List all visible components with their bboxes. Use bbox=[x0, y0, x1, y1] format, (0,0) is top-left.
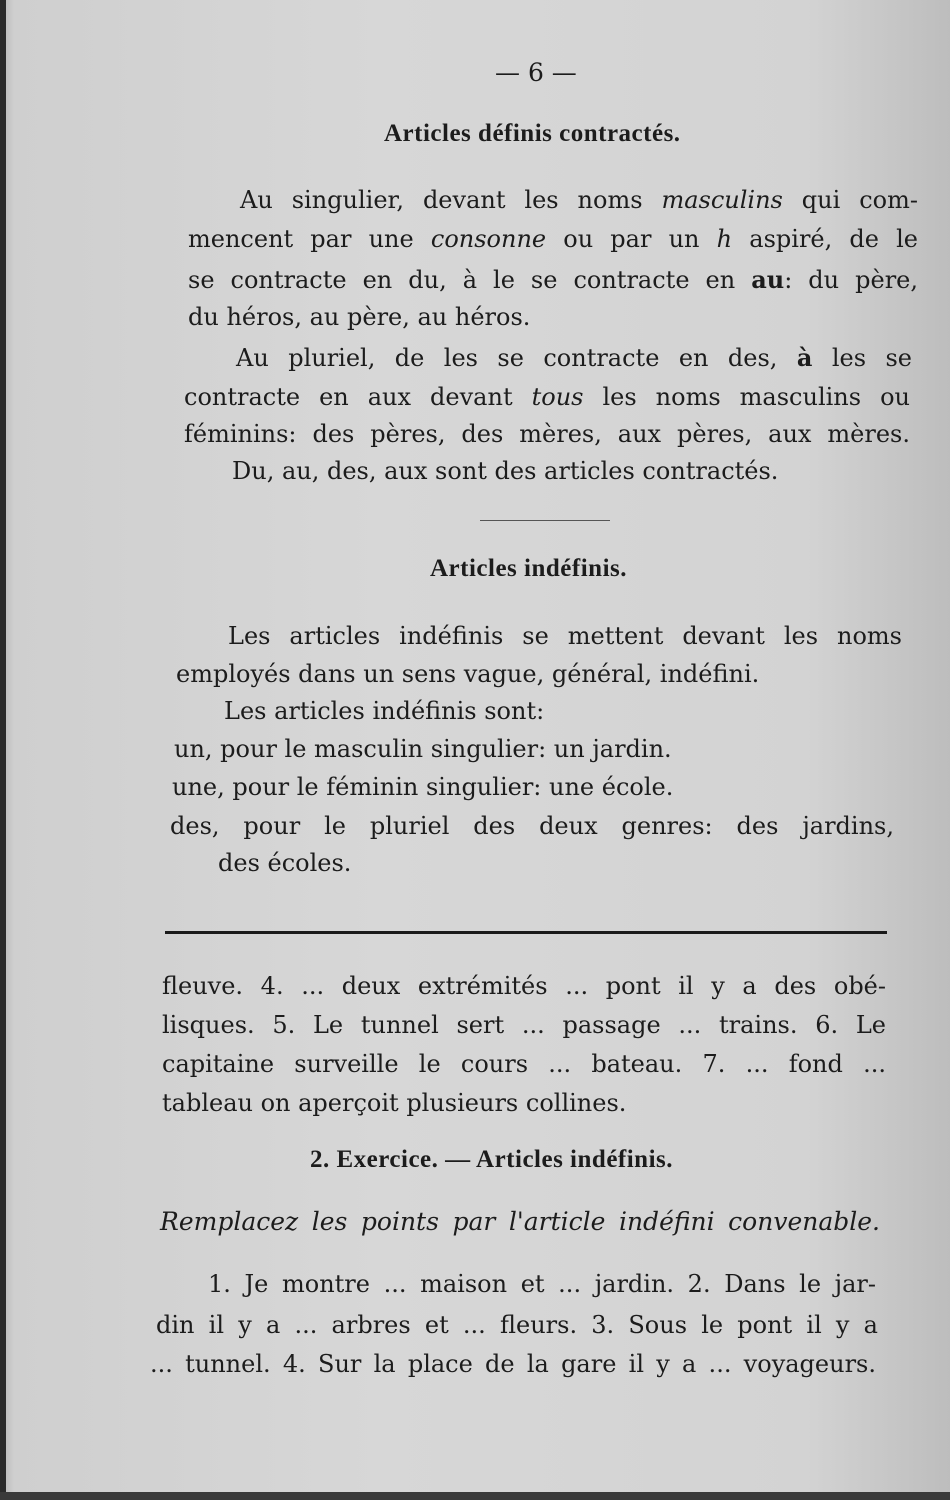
text-line: 1. Je montre ... maison et ... jardin. 2. Dans le jar- bbox=[208, 1270, 876, 1298]
text-span: les noms masculins ou bbox=[583, 383, 910, 411]
footer-divider bbox=[165, 931, 887, 934]
page-bottom-edge bbox=[0, 1492, 950, 1500]
exercise-title: 2. Exercice. — Articles indéfinis. bbox=[310, 1146, 674, 1173]
page-left-edge bbox=[0, 0, 6, 1500]
section-title-definis: Articles définis contractés. bbox=[384, 120, 681, 147]
exercise-instruction: Remplacez les points par l'article indéfini convenable. bbox=[160, 1207, 880, 1236]
text-line: une, pour le féminin singulier: une école. bbox=[172, 773, 674, 801]
text-span: h bbox=[716, 225, 733, 253]
text-span: aspiré, de le bbox=[732, 225, 918, 253]
text-line: lisques. 5. Le tunnel sert ... passage ... trains. 6. Le bbox=[162, 1011, 886, 1039]
text-line: capitaine surveille le cours ... bateau. 7. ... fond ... bbox=[162, 1050, 886, 1078]
text-span: : du père, bbox=[784, 266, 918, 294]
text-line: employés dans un sens vague, général, indéfini. bbox=[176, 660, 760, 688]
text-line bbox=[188, 225, 918, 253]
text-span: ou par un bbox=[546, 225, 717, 253]
text-line: un, pour le masculin singulier: un jardin. bbox=[174, 735, 672, 763]
text-span: Au singulier, devant les noms bbox=[240, 186, 662, 214]
text-line: Du, au, des, aux sont des articles contractés. bbox=[232, 457, 779, 485]
text-line: des écoles. bbox=[218, 849, 352, 877]
text-line: Les articles indéfinis se mettent devant les noms bbox=[228, 622, 902, 650]
text-span: mencent par une bbox=[188, 225, 431, 253]
text-line: des, pour le pluriel des deux genres: des jardins, bbox=[170, 812, 894, 840]
text-span: les se bbox=[812, 344, 912, 372]
text-line bbox=[184, 383, 910, 411]
text-span: consonne bbox=[430, 225, 547, 253]
text-line bbox=[240, 186, 918, 214]
text-span: au bbox=[751, 265, 785, 294]
section-divider bbox=[480, 520, 610, 521]
text-line: tableau on aperçoit plusieurs collines. bbox=[162, 1089, 627, 1117]
text-span: contracte en aux devant bbox=[184, 383, 532, 411]
text-span: masculins bbox=[661, 186, 783, 214]
text-span: Au pluriel, de les se contracte en des, bbox=[236, 344, 797, 372]
text-line bbox=[188, 265, 918, 294]
text-line: ... tunnel. 4. Sur la place de la gare il y a ... voyageurs. bbox=[150, 1350, 876, 1378]
text-line: du héros, au père, au héros. bbox=[188, 303, 531, 331]
text-span: qui com- bbox=[782, 186, 918, 214]
text-line: féminins: des pères, des mères, aux pères, aux mères. bbox=[184, 420, 910, 448]
text-line bbox=[236, 343, 912, 372]
text-line: fleuve. 4. ... deux extrémités ... pont il y a des obé- bbox=[162, 972, 886, 1000]
text-line: Les articles indéfinis sont: bbox=[224, 697, 545, 725]
text-span: tous bbox=[531, 383, 584, 411]
text-span: à bbox=[796, 343, 813, 372]
section-title-indefinis: Articles indéfinis. bbox=[430, 555, 627, 582]
page-number: — 6 — bbox=[495, 58, 577, 87]
text-line: din il y a ... arbres et ... fleurs. 3. Sous le pont il y a bbox=[156, 1311, 878, 1339]
text-span: se contracte en du, à le se contracte en bbox=[188, 266, 752, 294]
